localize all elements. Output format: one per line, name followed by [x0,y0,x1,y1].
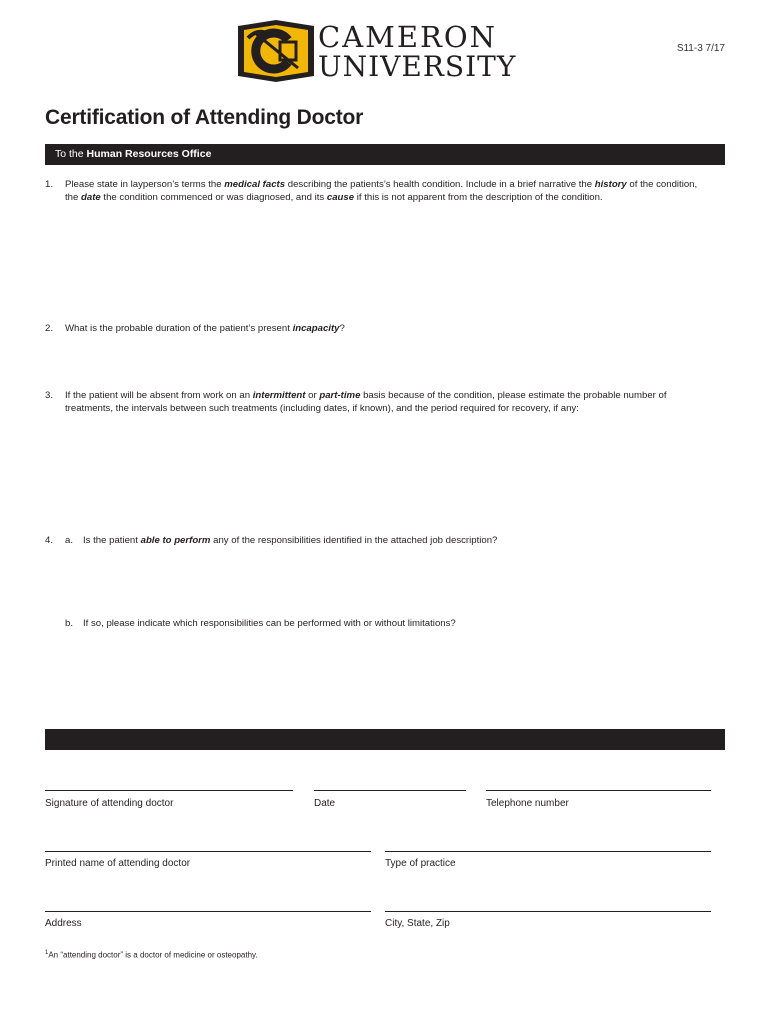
signature-line[interactable] [45,790,293,791]
cameron-logo-icon [236,18,316,84]
question-number: 2. [45,323,54,334]
telephone-label: Telephone number [486,798,569,809]
question-number: 3. [45,390,54,401]
form-code: S11-3 7/17 [676,43,725,54]
date-label: Date [314,798,336,809]
banner-recipient: Human Resources Office [86,148,212,160]
date-line[interactable] [314,790,466,791]
logo-line-university: UNIVERSITY [318,50,517,83]
banner-prefix: To the [55,148,87,160]
question-text: Is the patient able to perform any of the responsibilities identified in the attached job description? [83,535,498,546]
question-1 [45,179,705,204]
question-4b [45,618,705,632]
footnote-mark: 1 [45,950,49,956]
practice-label: Type of practice [385,858,456,869]
subquestion-label: b. [65,618,74,629]
footnote-text: An “attending doctor” is a doctor of medicine or osteopathy. [48,950,258,960]
question-text: Please state in layperson’s terms the medical facts describing the patients’s health condition. Include in a brief narrative the history of the condition, the date the condition commenced or was diagnosed, and its cause if this is not apparent from the description of the condition. [65,179,698,203]
subquestion-label: a. [65,535,74,546]
question-text: What is the probable duration of the patient’s present incapacity? [65,323,345,334]
recipient-banner [45,144,725,165]
city-state-zip-label: City, State, Zip [385,918,450,929]
university-name [318,22,516,82]
signature-label: Signature of attending doctor [45,798,174,809]
address-line[interactable] [45,911,371,912]
address-label: Address [45,918,82,929]
question-text: If the patient will be absent from work on an intermittent or part-time basis because of the condition, please estimate the probable number of treatments, the intervals between such treatments (including dates, if known), and the period required for recovery, if any: [65,390,667,414]
printed-name-line[interactable] [45,851,371,852]
logo-line-cameron: CAMERON [318,20,497,54]
printed-name-label: Printed name of attending doctor [45,858,191,869]
telephone-line[interactable] [486,790,711,791]
question-4a [45,535,705,549]
practice-line[interactable] [385,851,711,852]
page-title: Certification of Attending Doctor [45,106,364,129]
question-number: 1. [45,179,54,190]
question-text: If so, please indicate which responsibilities can be performed with or without limitations? [83,618,456,629]
question-2 [45,323,705,336]
footnote [45,950,258,960]
question-3 [45,390,705,415]
section-divider-bar [45,729,725,750]
city-state-zip-line[interactable] [385,911,711,912]
question-number: 4. [45,535,54,546]
